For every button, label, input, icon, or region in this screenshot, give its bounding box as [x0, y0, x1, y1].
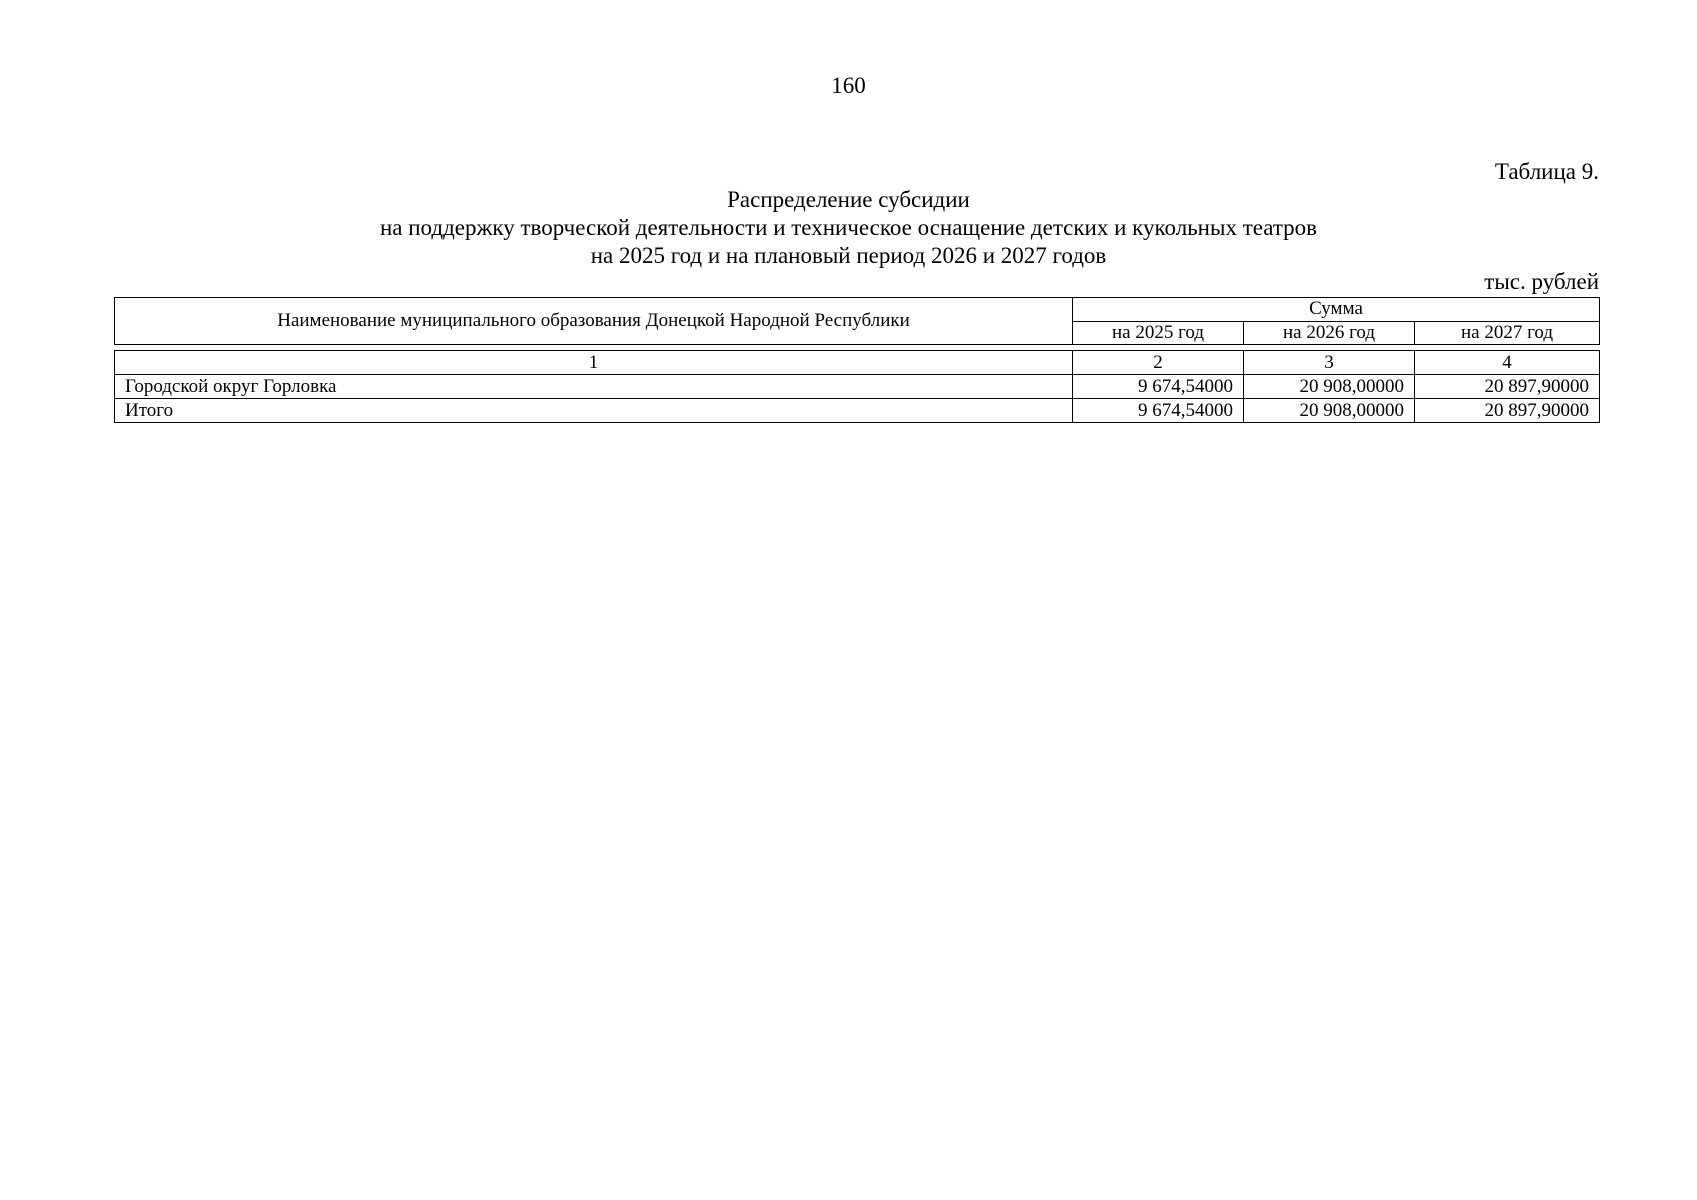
- column-header-2027: на 2027 год: [1415, 321, 1600, 345]
- row-name: Итого: [115, 399, 1073, 423]
- document-heading: [0, 186, 1697, 270]
- units-label: тыс. рублей: [1484, 269, 1599, 294]
- column-number: 3: [1244, 351, 1415, 375]
- heading-line-3: на 2025 год и на плановый период 2026 и 2027 годов: [590, 243, 1107, 268]
- value-2025: 9 674,54000: [1073, 375, 1244, 399]
- table-row: [115, 375, 1600, 399]
- table-label: Таблица 9.: [1494, 159, 1599, 184]
- page-number: 160: [831, 73, 866, 98]
- value-2027: 20 897,90000: [1415, 375, 1600, 399]
- total-row: [115, 399, 1600, 423]
- column-header-sum: Сумма: [1073, 298, 1600, 322]
- column-header-2026: на 2026 год: [1244, 321, 1415, 345]
- table-header: [114, 297, 1600, 345]
- column-number: 4: [1415, 351, 1600, 375]
- heading-line-1: Распределение субсидии: [727, 187, 970, 212]
- value-2026: 20 908,00000: [1244, 375, 1415, 399]
- column-header-name: Наименование муниципального образования Донецкой Народной Республики: [115, 298, 1073, 345]
- column-numbers-row: [115, 351, 1600, 375]
- row-name: Городской округ Горловка: [115, 375, 1073, 399]
- column-number: 2: [1073, 351, 1244, 375]
- total-2025: 9 674,54000: [1073, 399, 1244, 423]
- total-2027: 20 897,90000: [1415, 399, 1600, 423]
- heading-line-2: на поддержку творческой деятельности и техническое оснащение детских и кукольных театров: [379, 215, 1318, 240]
- column-number: 1: [115, 351, 1073, 375]
- column-header-2025: на 2025 год: [1073, 321, 1244, 345]
- total-2026: 20 908,00000: [1244, 399, 1415, 423]
- table-body: [114, 350, 1600, 423]
